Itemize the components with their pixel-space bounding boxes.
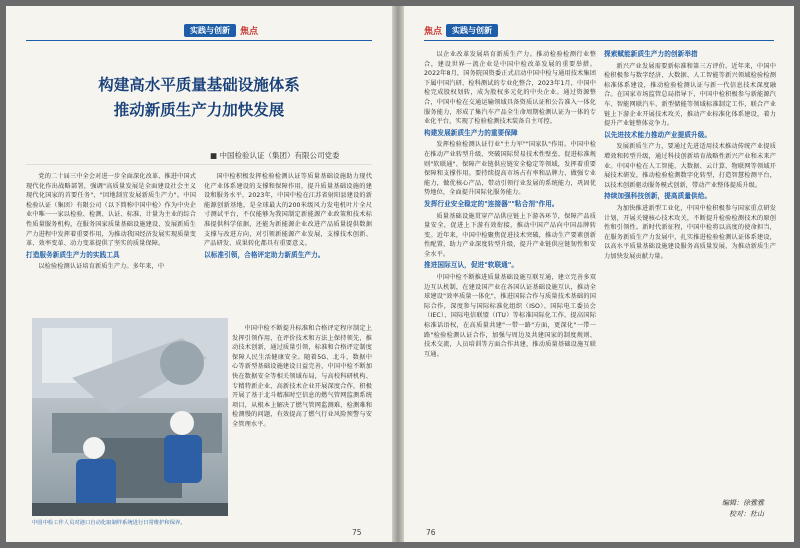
title-line-1: 构建高水平质量基础设施体系 — [98, 75, 300, 94]
divider — [26, 164, 372, 165]
left-column-1 — [26, 172, 196, 314]
paragraph: 质量基础设施贯穿产品供应链上下游各环节，保障产品质量安全，促进上下游有效衔接，推动中国产品向中国品牌转变。近年来，中国中检聚焦促进技术突破，推动生产要素创新性配置，助力产业深度转型升级，提升产业链供应链韧性和安全水平。 — [424, 212, 596, 258]
header-rule — [26, 40, 372, 41]
section-tag: 实践与创新 — [184, 24, 236, 37]
paragraph: 新兴产业发展需要新标准和第三方评价。近年来，中国中检积极参与数字经济、大数据、人工智能等新兴领域检验检测标准体系建设，推动检验检测认证与新一代信息技术深度融合。在国家市场监管总局指导下，中国中检积极参与新能源汽车、智能网联汽车、新型储能等领域标准制定工作，联合产业链上下游企业开展技术攻关，推动产业标准化体系建设，着力提升产业链整体竞争力。 — [604, 62, 776, 128]
header-rule — [424, 40, 774, 41]
page-number: 76 — [426, 528, 436, 537]
byline-text: 中国检验认证（集团）有限公司党委 — [219, 151, 340, 160]
photo-caption: 中国中检工作人员对港口自动化取制样系统进行日常维护和保养。 — [32, 520, 186, 526]
paragraph: 党的二十届三中全会对进一步全面深化改革、推进中国式现代化作出战略部署，强调"高质量发展是全面建设社会主义现代化国家的首要任务"、"因地制宜发展新质生产力"。中国检验认证（集团）有限公司（以下简称中国中检）作为中央企业中唯一一家以检验、检测、认证、标准、计量为主业的综合性质量服务机构，在服务国家质量基础设施建设、发展新质生产力进程中发挥着重要作用，为推动我国经济发展实现质量变革、效率变革、动力变革提供了坚实的质量保障。 — [26, 173, 196, 248]
inspection-photo — [32, 318, 228, 516]
editor-credit: 编辑：徐雅雅 — [722, 499, 764, 507]
paragraph: 为加快推进新型工业化，中国中检积极参与国家重点研发计划，开展关键核心技术攻关，不断提升检验检测技术的原创性和引领性。新时代新征程，中国中检将以高度的使命担当，在服务新质生产力发展中，扎实推进检验检测认证体系建设，以高水平质量基础设施建设服务高质量发展，为推动新质生产力加快发展贡献力量。 — [604, 204, 776, 260]
brand-mark: 焦点 — [240, 27, 259, 37]
paragraph: 国中检积极发挥检验检测认证等质量基础设施助力现代化产业体系建设的支撑和保障作用，提升质量基础设施的建设和服务水平，2023年，中国中检在江苏省射阳县建设的新能源创新基地，是全球最大的200米级风力发电机叶片全尺寸测试平台，不仅能够为我国制定新能源产业政策和技术标准提供科学依据，还能为新能源企业改进产品质量提供数据支撑与改进方向，对引领新能源产业发展，支撑技术创新、产品研发、成果转化都具有重要意义。 — [204, 173, 372, 248]
paragraph: 中国中检不断推进质量基础设施互联互通，建立完善多双边互认机制，在建设国产业在各国认证基础设施互认，推动全球建设"效率质量一体化"，推进国际合作与质量技术基础的国际合作，深度参与国际标准化组织（ISO）、国际电工委员会（IEC）、国际电信联盟（ITU）等标准国际化工作，提高国际标准话语权，在高质量共建"一带一路"方面，更深化"一带一路"检验检测认证合作，加强与周边及共建国家的制度规则、技术交流，人员培训等方面合作共建，推动质量基础设施互联互通。 — [424, 274, 596, 358]
title-line-2: 推动新质生产力加快发展 — [113, 100, 285, 119]
byline — [210, 150, 339, 161]
right-column-2 — [604, 50, 776, 496]
spine-gutter — [392, 6, 404, 542]
left-page-header — [184, 24, 258, 37]
article-title — [70, 72, 328, 122]
section-heading: 推进国际互认，促进"软联通"。 — [424, 261, 519, 270]
section-heading: 以先进技术能力推动产业提质升级。 — [604, 130, 712, 139]
paragraph: 以企业改革发展培育新质生产力。推动检验检测行业整合，建设世界一流企业是中国中检改革发展的重要举措。2022年8月，国务院国资委正式启动中国中检与通用技术集团下属中国汽研、检科测试的专业化整合，2023年1月，中国中检完成股权划转，成为股权多元化的中央企业。通过资源整合，中国中检在交通运输领域具备资质认证和公告准入一体化服务能力，形成了集汽车产品全生命周期检测认证为一体的专业化平台，实现了检验检测技术装备自主可控。 — [424, 51, 596, 126]
section-heading: 构建发展新质生产力的重要保障 — [424, 128, 518, 137]
paragraph: 发挥检验检测认证行业"主力军""国家队"作用。中国中检在推动产业转型升级、突破国际贸易技术性壁垒、促进标准规则"软联通"、保障产业链供应链安全稳定等领域，发挥着重要保障和支撑作用。要持续提高市场占有率和品牌力，做强专业能力，做优核心产品，带动引领行业发展的系统能力，巩固优势地位，全面提升国际化服务能力。 — [424, 141, 596, 197]
paragraph: 中国中检不断提升标准和合格评定程序制定上发挥引领作用，在评价技术和方法上保持领先，推动技术创新，通过质量引领，标准和合格评定制度保障人民生活健康安全。随着5G、北斗、数据中心等新型基础设施建设日益完善，中国中检不断加快在数据安全等相关领域布局，与高校科研机构、专精特新企业、高新技术企业开展深度合作，积极开展了基于北斗精准时空信息的燃气管网监测系统项目，从根本上解决了燃气管网监测难、检测难和检测慢的问题，有效提高了燃气行业风险预警与安全管理水平。 — [232, 325, 372, 428]
paragraph: 以检验检测认证培育新质生产力。多年来，中 — [38, 263, 165, 271]
left-column-2-top — [204, 172, 372, 324]
brand-mark: 焦点 — [424, 27, 443, 37]
section-heading: 发挥行业安全稳定的"连接器""粘合剂"作用。 — [424, 199, 559, 208]
right-page — [404, 6, 794, 542]
left-page — [6, 6, 392, 542]
proofreader-credit: 校对：杜山 — [729, 510, 764, 518]
section-tag: 实践与创新 — [446, 24, 498, 37]
byline-bullet-icon: ■ — [210, 151, 220, 160]
section-heading: 以标准引领，合格评定助力新质生产力。 — [204, 250, 325, 259]
photo-illustration — [32, 318, 228, 516]
section-heading: 探索赋能新质生产力的创新举措 — [604, 50, 698, 58]
right-page-header — [424, 24, 498, 37]
left-column-2-bottom — [232, 324, 372, 520]
section-heading: 持续加强科技创新，提高质量供给。 — [604, 192, 712, 201]
right-column-1 — [424, 50, 596, 520]
paragraph: 发展新质生产力，要通过先进适用技术推动传统产业提质增效和转型升级，通过科技创新培育战略性新兴产业和未来产业。中国中检在人工智能、大数据、云计算、物联网等领域开展技术研发，推动检验检测数字化转型，打造智慧检测平台，以技术创新驱动服务模式创新，带动产业整体提质升级。 — [604, 143, 776, 189]
page-number: 75 — [352, 528, 362, 537]
section-heading: 打造服务新质生产力的实践工具 — [26, 250, 120, 259]
